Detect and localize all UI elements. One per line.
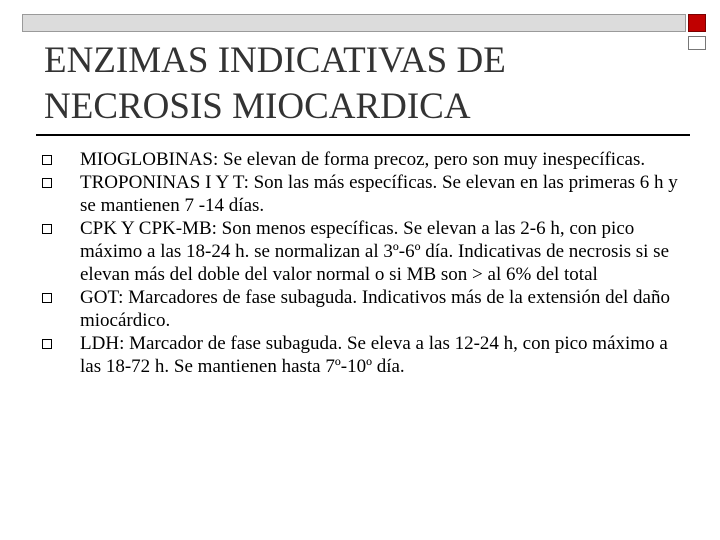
bullet-item-ldh	[40, 332, 690, 378]
square-bullet-icon	[42, 155, 52, 165]
square-bullet-icon	[42, 224, 52, 234]
square-bullet-icon	[42, 339, 52, 349]
bullet-item-troponinas	[40, 171, 690, 217]
title-line-2: NECROSIS MIOCARDICA	[44, 86, 471, 127]
square-bullet-icon	[42, 178, 52, 188]
bullet-list	[40, 148, 690, 378]
bullet-item-got	[40, 286, 690, 332]
bullet-text: : Son las más específicas. Se elevan en las primeras 6 h y se mantienen 7 -14 días.	[80, 172, 678, 216]
bullet-text: : Se elevan de forma precoz, pero son muy inespecíficas.	[213, 149, 646, 170]
bullet-term: LDH	[80, 333, 120, 354]
header-decoration-bar	[22, 14, 686, 32]
bullet-item-mioglobinas	[40, 148, 690, 171]
bullet-item-cpk	[40, 217, 690, 286]
bullet-text: : Marcadores de fase subaguda. Indicativos más de la extensión del daño miocárdico.	[80, 287, 670, 331]
bullet-term: CPK Y CPK-MB	[80, 218, 212, 239]
title-divider	[36, 134, 690, 136]
bullet-text: : Son menos específicas. Se elevan a las 2-6 h, con pico máximo a las 18-24 h. se normalizan al 3º-6º día. Indicativas de necrosis si se elevan más del doble del valor normal o si MB son > al 6% del total	[80, 218, 670, 285]
bullet-term: GOT	[80, 287, 119, 308]
square-bullet-icon	[42, 293, 52, 303]
slide-title	[44, 38, 684, 130]
title-line-1: ENZIMAS INDICATIVAS DE	[44, 40, 506, 81]
bullet-text: : Marcador de fase subaguda. Se eleva a las 12-24 h, con pico máximo a las 18-72 h. Se mantienen hasta 7º-10º día.	[80, 333, 668, 377]
outline-square-decoration	[688, 36, 706, 50]
bullet-term: MIOGLOBINAS	[80, 149, 213, 170]
red-square-decoration	[688, 14, 706, 32]
bullet-term: TROPONINAS I Y T	[80, 172, 244, 193]
